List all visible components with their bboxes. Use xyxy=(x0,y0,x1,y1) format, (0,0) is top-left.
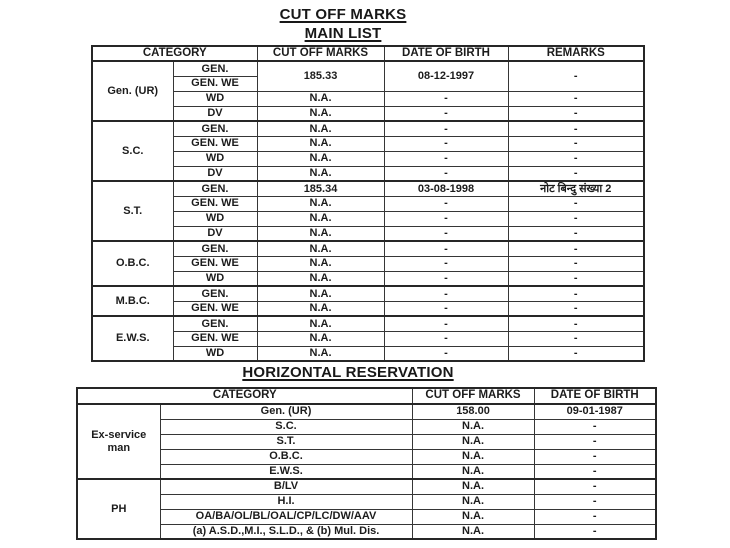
subcategory-cell: S.C. xyxy=(160,419,412,434)
subcategory-cell: GEN. WE xyxy=(173,301,257,316)
marks-cell: N.A. xyxy=(257,271,384,286)
subcategory-cell: WD xyxy=(173,271,257,286)
column-header-category: CATEGORY xyxy=(77,388,412,404)
column-header-remarks: REMARKS xyxy=(508,46,644,61)
subcategory-cell: GEN. xyxy=(173,181,257,196)
dob-cell: - xyxy=(534,494,656,509)
table-row xyxy=(92,256,644,271)
remarks-cell: - xyxy=(508,241,644,256)
remarks-cell: - xyxy=(508,166,644,181)
table-row xyxy=(77,464,656,479)
subcategory-cell: GEN. WE xyxy=(173,256,257,271)
remarks-cell: - xyxy=(508,61,644,91)
marks-cell: N.A. xyxy=(412,524,534,539)
table-row xyxy=(92,151,644,166)
subcategory-cell: H.I. xyxy=(160,494,412,509)
marks-cell: N.A. xyxy=(412,449,534,464)
subcategory-cell: GEN. xyxy=(173,121,257,136)
marks-cell: N.A. xyxy=(257,331,384,346)
table-row xyxy=(92,166,644,181)
dob-cell: - xyxy=(384,301,508,316)
dob-cell: 03-08-1998 xyxy=(384,181,508,196)
remarks-cell: - xyxy=(508,226,644,241)
dob-cell: - xyxy=(534,479,656,494)
page-title: CUT OFF MARKS xyxy=(279,6,407,23)
group-cell: M.B.C. xyxy=(92,286,173,316)
marks-cell: N.A. xyxy=(257,316,384,331)
dob-cell: - xyxy=(384,316,508,331)
subcategory-cell: GEN. xyxy=(173,316,257,331)
remarks-cell: - xyxy=(508,346,644,361)
marks-cell: N.A. xyxy=(257,286,384,301)
dob-cell: - xyxy=(384,196,508,211)
subcategory-cell: DV xyxy=(173,226,257,241)
subcategory-cell: WD xyxy=(173,211,257,226)
subcategory-cell: GEN. xyxy=(173,61,257,76)
table-row xyxy=(92,121,644,136)
column-header-date-of-birth: DATE OF BIRTH xyxy=(384,46,508,61)
marks-cell: N.A. xyxy=(257,151,384,166)
dob-cell: - xyxy=(384,121,508,136)
dob-cell: - xyxy=(384,226,508,241)
group-cell: E.W.S. xyxy=(92,316,173,361)
dob-cell: - xyxy=(384,91,508,106)
table-row xyxy=(92,196,644,211)
subcategory-cell: WD xyxy=(173,91,257,106)
table-row xyxy=(77,404,656,419)
table-row xyxy=(92,271,644,286)
dob-cell: - xyxy=(534,449,656,464)
dob-cell: - xyxy=(534,509,656,524)
dob-cell: - xyxy=(534,434,656,449)
subcategory-cell: O.B.C. xyxy=(160,449,412,464)
dob-cell: - xyxy=(384,331,508,346)
dob-cell: - xyxy=(534,524,656,539)
column-header-cutoff-marks: CUT OFF MARKS xyxy=(257,46,384,61)
subcategory-cell: GEN. xyxy=(173,286,257,301)
table-header-row xyxy=(92,46,644,61)
subcategory-cell: GEN. WE xyxy=(173,331,257,346)
table-row xyxy=(92,61,644,76)
subcategory-cell: DV xyxy=(173,166,257,181)
table-row xyxy=(92,301,644,316)
marks-cell: N.A. xyxy=(412,494,534,509)
main-list-title: MAIN LIST xyxy=(304,25,382,42)
remarks-cell: - xyxy=(508,196,644,211)
subcategory-cell: OA/BA/OL/BL/OAL/CP/LC/DW/AAV xyxy=(160,509,412,524)
marks-cell: N.A. xyxy=(412,419,534,434)
marks-cell: N.A. xyxy=(257,211,384,226)
marks-cell: 185.34 xyxy=(257,181,384,196)
table-row xyxy=(77,524,656,539)
group-cell: PH xyxy=(77,479,160,539)
marks-cell: N.A. xyxy=(257,256,384,271)
marks-cell: N.A. xyxy=(412,464,534,479)
remarks-cell: - xyxy=(508,331,644,346)
dob-cell: - xyxy=(384,271,508,286)
table-row xyxy=(92,136,644,151)
table-row xyxy=(92,241,644,256)
subcategory-cell: WD xyxy=(173,151,257,166)
dob-cell: - xyxy=(534,464,656,479)
group-cell: Gen. (UR) xyxy=(92,61,173,121)
dob-cell: - xyxy=(384,106,508,121)
marks-cell: N.A. xyxy=(257,196,384,211)
table-row xyxy=(92,106,644,121)
marks-cell: N.A. xyxy=(412,434,534,449)
remarks-cell: - xyxy=(508,301,644,316)
marks-cell: N.A. xyxy=(257,226,384,241)
dob-cell: - xyxy=(384,151,508,166)
marks-cell: N.A. xyxy=(412,479,534,494)
subcategory-cell: GEN. WE xyxy=(173,76,257,91)
column-header-cutoff-marks: CUT OFF MARKS xyxy=(412,388,534,404)
dob-cell: - xyxy=(384,346,508,361)
remarks-cell: - xyxy=(508,211,644,226)
marks-cell: 158.00 xyxy=(412,404,534,419)
subcategory-cell: B/LV xyxy=(160,479,412,494)
subcategory-cell: GEN. WE xyxy=(173,196,257,211)
remarks-cell: नोट बिन्दु संख्या 2 xyxy=(508,181,644,196)
marks-cell: N.A. xyxy=(257,166,384,181)
remarks-cell: - xyxy=(508,106,644,121)
subcategory-cell: GEN. xyxy=(173,241,257,256)
dob-cell: - xyxy=(384,136,508,151)
horizontal-reservation-title: HORIZONTAL RESERVATION xyxy=(242,364,454,381)
group-cell: S.T. xyxy=(92,181,173,241)
marks-cell: N.A. xyxy=(257,121,384,136)
main-list-table xyxy=(91,45,645,362)
marks-cell: N.A. xyxy=(257,106,384,121)
table-row xyxy=(92,346,644,361)
marks-cell: N.A. xyxy=(257,91,384,106)
table-row xyxy=(92,331,644,346)
table-header-row xyxy=(77,388,656,404)
table-row xyxy=(92,211,644,226)
dob-cell: - xyxy=(534,419,656,434)
column-header-date-of-birth: DATE OF BIRTH xyxy=(534,388,656,404)
group-cell: O.B.C. xyxy=(92,241,173,286)
group-cell: Ex-service man xyxy=(77,404,160,479)
table-row xyxy=(77,449,656,464)
table-row xyxy=(92,181,644,196)
subcategory-cell: Gen. (UR) xyxy=(160,404,412,419)
dob-cell: - xyxy=(384,286,508,301)
subcategory-cell: WD xyxy=(173,346,257,361)
subcategory-cell: S.T. xyxy=(160,434,412,449)
dob-cell: - xyxy=(384,241,508,256)
remarks-cell: - xyxy=(508,286,644,301)
dob-cell: 08-12-1997 xyxy=(384,61,508,91)
remarks-cell: - xyxy=(508,316,644,331)
table-row xyxy=(77,509,656,524)
table-row xyxy=(77,434,656,449)
marks-cell: 185.33 xyxy=(257,61,384,91)
marks-cell: N.A. xyxy=(412,509,534,524)
marks-cell: N.A. xyxy=(257,301,384,316)
table-row xyxy=(92,316,644,331)
table-row xyxy=(92,286,644,301)
dob-cell: 09-01-1987 xyxy=(534,404,656,419)
subcategory-cell: (a) A.S.D.,M.I., S.L.D., & (b) Mul. Dis. xyxy=(160,524,412,539)
horizontal-reservation-table xyxy=(76,387,657,540)
subcategory-cell: GEN. WE xyxy=(173,136,257,151)
table-row xyxy=(77,494,656,509)
subcategory-cell: E.W.S. xyxy=(160,464,412,479)
remarks-cell: - xyxy=(508,151,644,166)
table-row xyxy=(77,479,656,494)
marks-cell: N.A. xyxy=(257,241,384,256)
remarks-cell: - xyxy=(508,271,644,286)
table-row xyxy=(77,419,656,434)
remarks-cell: - xyxy=(508,121,644,136)
dob-cell: - xyxy=(384,256,508,271)
subcategory-cell: DV xyxy=(173,106,257,121)
remarks-cell: - xyxy=(508,256,644,271)
marks-cell: N.A. xyxy=(257,136,384,151)
dob-cell: - xyxy=(384,166,508,181)
table-row xyxy=(92,91,644,106)
marks-cell: N.A. xyxy=(257,346,384,361)
column-header-category: CATEGORY xyxy=(92,46,257,61)
remarks-cell: - xyxy=(508,136,644,151)
dob-cell: - xyxy=(384,211,508,226)
remarks-cell: - xyxy=(508,91,644,106)
group-cell: S.C. xyxy=(92,121,173,181)
table-row xyxy=(92,226,644,241)
